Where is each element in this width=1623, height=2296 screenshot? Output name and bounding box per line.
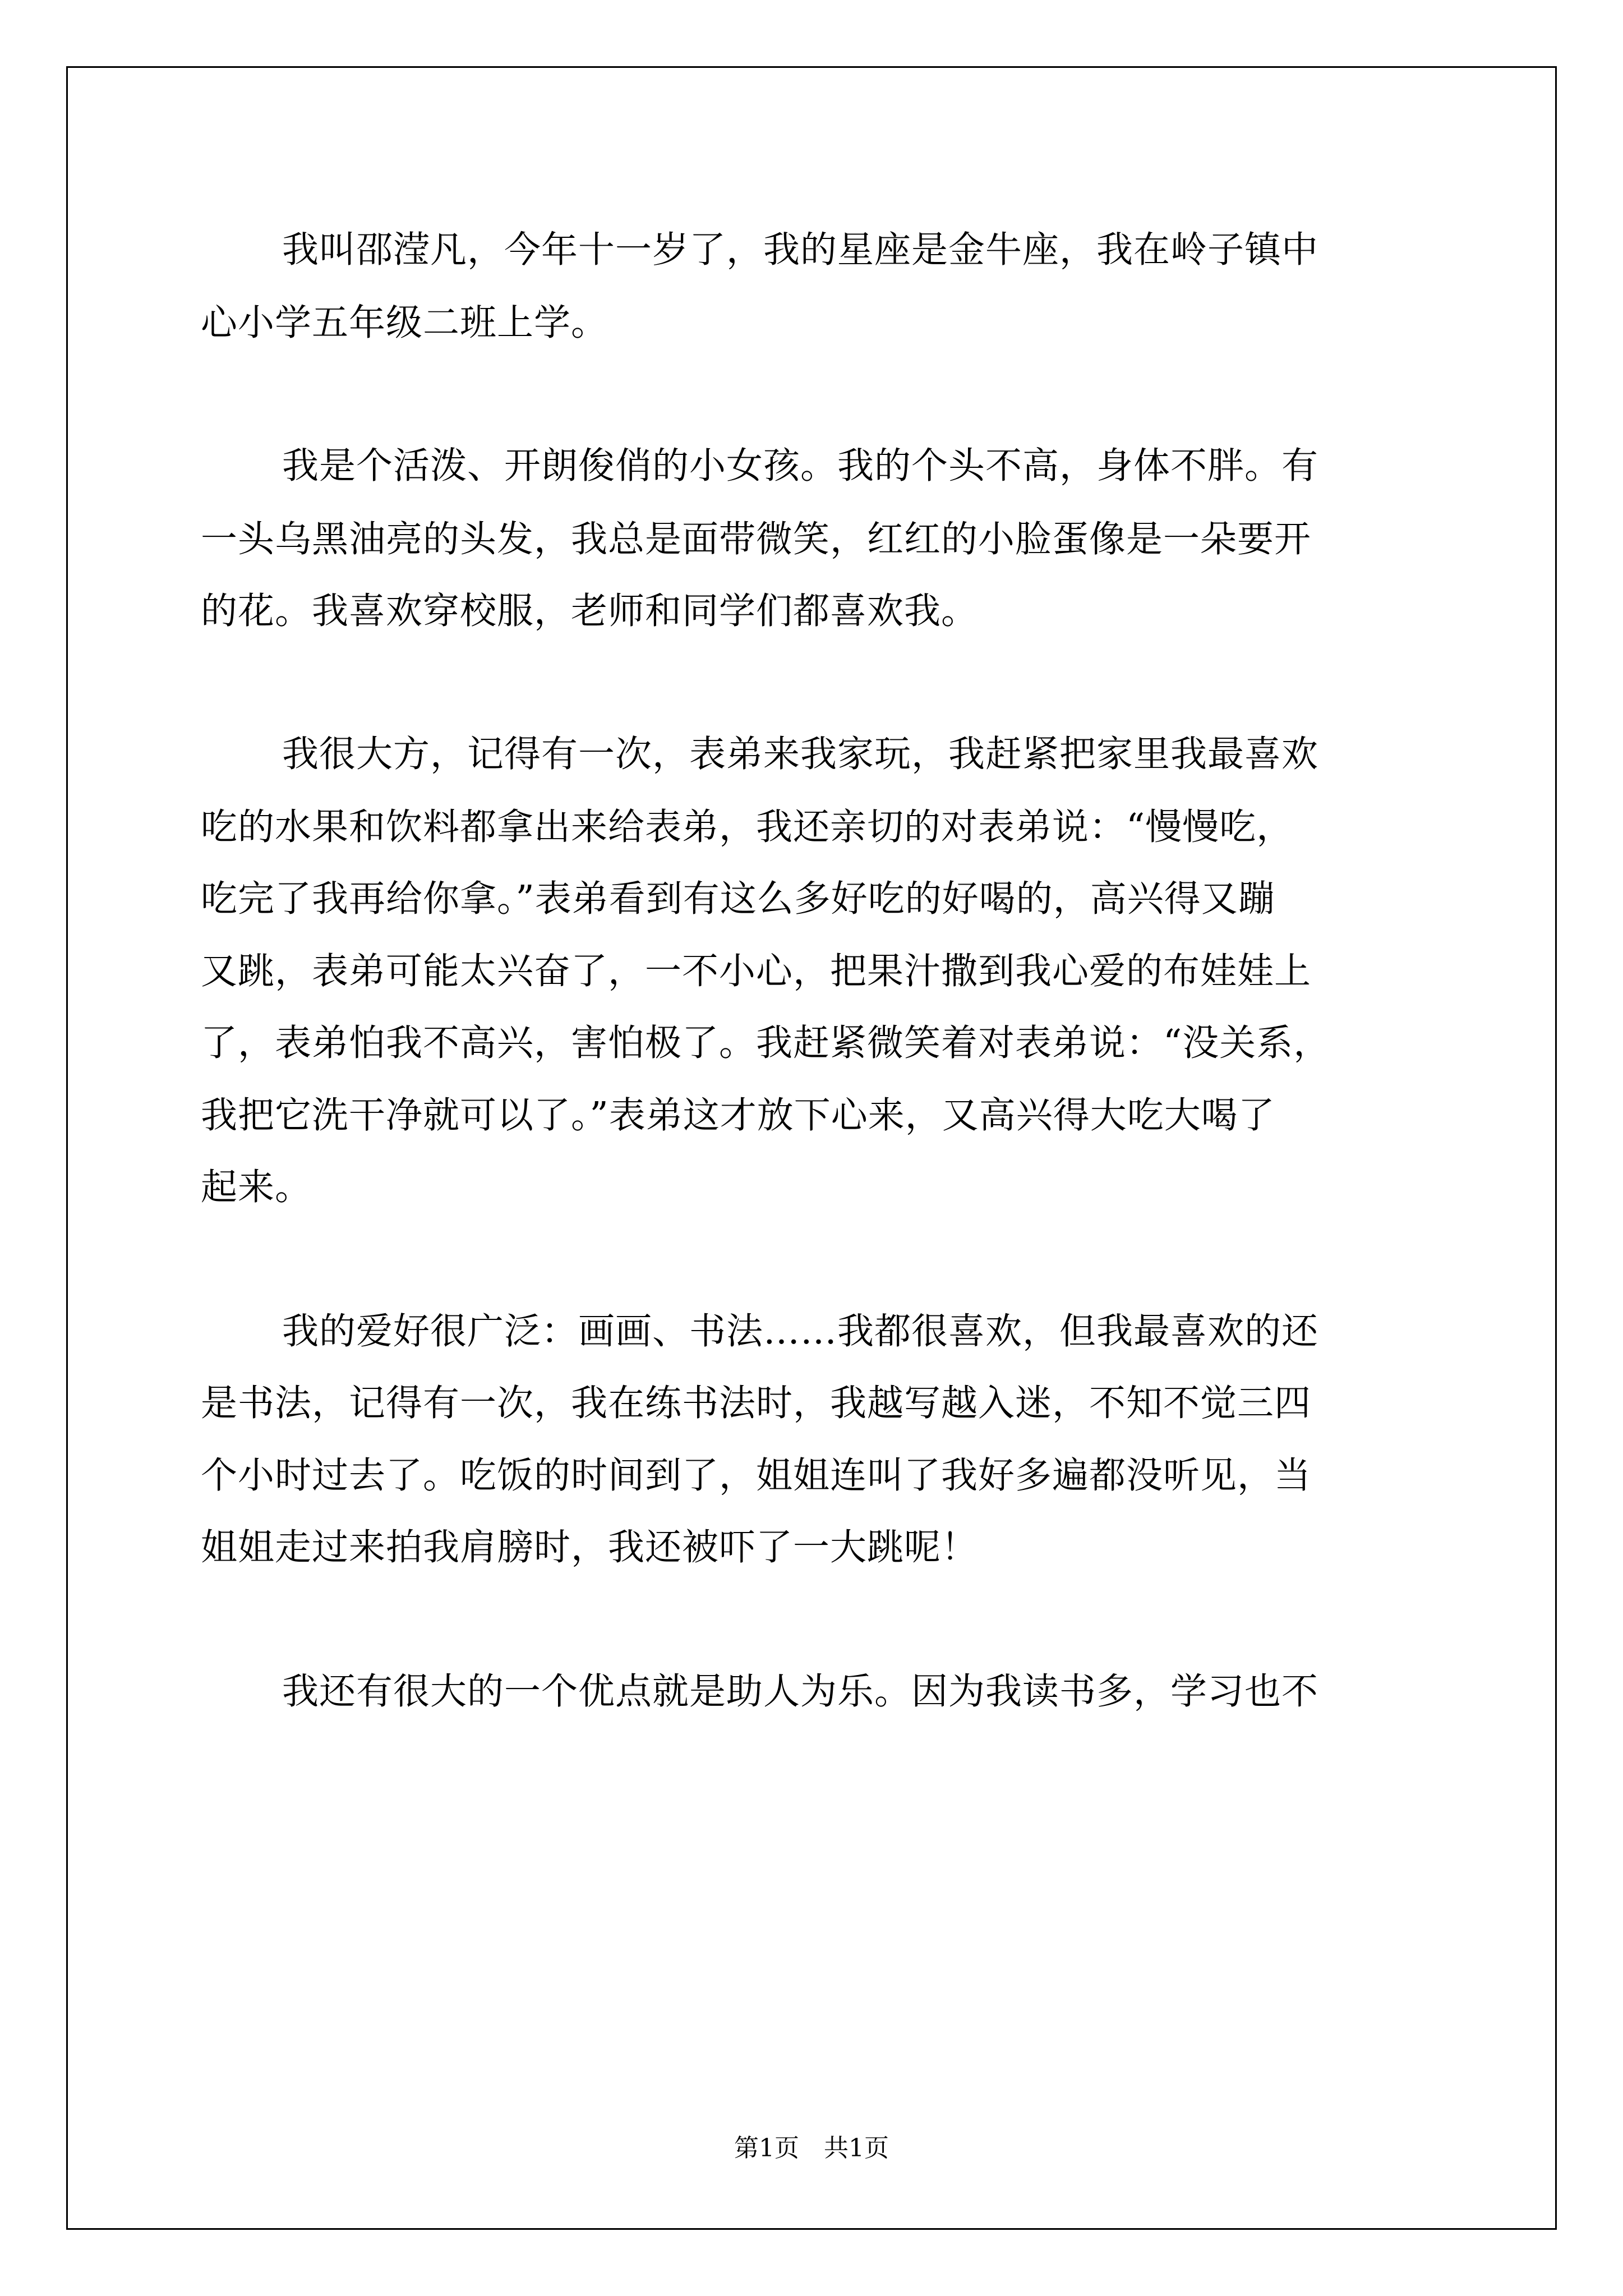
paragraph-line: 起来。 — [201, 1166, 312, 1208]
paragraph-line: 一头乌黑油亮的头发，我总是面带微笑，红红的小脸蛋像是一朵要开 — [201, 518, 1312, 560]
paragraph-line: 姐姐走过来拍我肩膀时，我还被吓了一大跳呢！ — [201, 1526, 979, 1568]
paragraph-line: 个小时过去了。吃饭的时间到了，姐姐连叫了我好多遍都没听见，当 — [201, 1455, 1312, 1497]
page-border — [66, 66, 1557, 2230]
paragraph-line: 是书法，记得有一次，我在练书法时，我越写越入迷，不知不觉三四 — [201, 1382, 1312, 1424]
paragraph-line: 吃的水果和饮料都拿出来给表弟，我还亲切的对表弟说：“慢慢吃， — [201, 806, 1294, 848]
paragraph-line: 又跳，表弟可能太兴奋了，一不小心，把果汁撒到我心爱的布娃娃上 — [201, 950, 1312, 992]
paragraph-line: 我把它洗干净就可以了。”表弟这才放下心来，又高兴得大吃大喝了 — [201, 1094, 1275, 1137]
paragraph-line: 的花。我喜欢穿校服，老师和同学们都喜欢我。 — [201, 590, 979, 632]
paragraph-line: 我很大方，记得有一次，表弟来我家玩，我赶紧把家里我最喜欢 — [282, 733, 1319, 775]
paragraph-line: 我叫邵滢凡，今年十一岁了，我的星座是金牛座，我在岭子镇中 — [282, 229, 1319, 271]
paragraph-line: 我还有很大的一个优点就是助人为乐。因为我读书多，学习也不 — [282, 1671, 1319, 1713]
paragraph-line: 了，表弟怕我不高兴，害怕极了。我赶紧微笑着对表弟说：“没关系， — [201, 1022, 1331, 1064]
paragraph-line: 我是个活泼、开朗俊俏的小女孩。我的个头不高，身体不胖。有 — [282, 445, 1319, 487]
paragraph-line: 心小学五年级二班上学。 — [201, 302, 608, 344]
paragraph-line: 吃完了我再给你拿。”表弟看到有这么多好吃的好喝的，高兴得又蹦 — [201, 878, 1275, 920]
page-footer: 第1页 共1页 — [734, 2134, 889, 2162]
paragraph-line: 我的爱好很广泛：画画、书法……我都很喜欢，但我最喜欢的还 — [282, 1310, 1319, 1352]
